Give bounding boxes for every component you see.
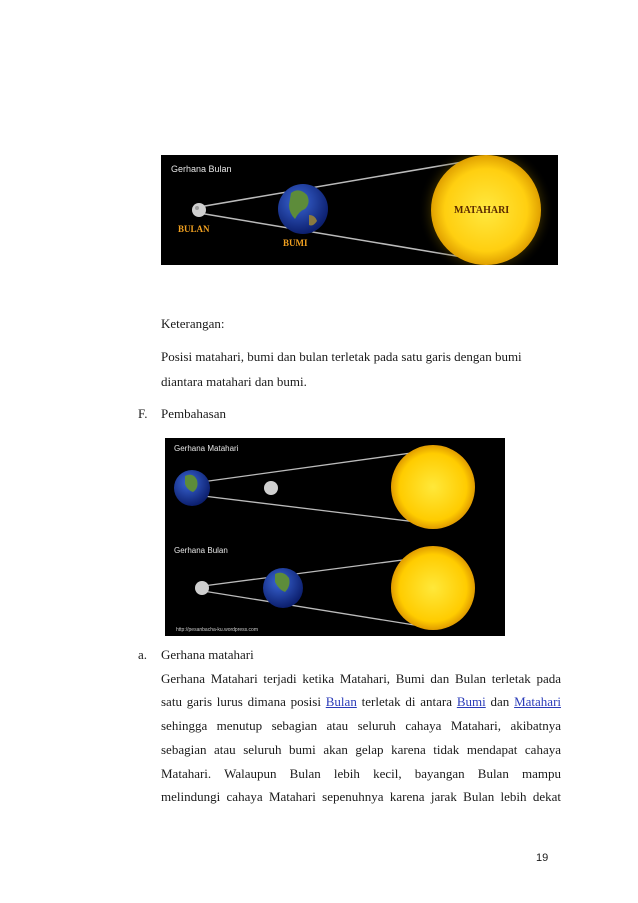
section-a-title: Gerhana matahari (161, 647, 254, 662)
earth-label: BUMI (283, 238, 308, 248)
paragraph-line-6: melindungi cahaya Matahari sepenuhnya karena jarak Bulan lebih dekat (161, 789, 561, 804)
figure2-title-top: Gerhana Matahari (174, 444, 239, 453)
keterangan-heading: Keterangan: (161, 316, 225, 331)
moon-icon (195, 581, 209, 595)
link-bulan[interactable]: Bulan (325, 694, 357, 709)
paragraph-line-2 (161, 694, 561, 710)
keterangan-line1: Posisi matahari, bumi dan bulan terletak pada satu garis dengan bumi (161, 349, 522, 364)
eclipse-comparison-diagram (165, 438, 505, 636)
figure1-title: Gerhana Bulan (171, 164, 232, 174)
paragraph-line-3: sehingga menutup sebagian atau seluruh cahaya Matahari, akibatnya (161, 718, 561, 733)
lunar-eclipse-figure (161, 155, 558, 265)
figure2-title-bottom: Gerhana Bulan (174, 546, 228, 555)
link-bumi[interactable]: Bumi (456, 694, 486, 709)
paragraph-line-1: Gerhana Matahari terjadi ketika Matahari, Bumi dan Bulan terletak pada (161, 671, 561, 686)
page-number: 19 (536, 852, 549, 864)
sun-label: MATAHARI (454, 205, 510, 216)
section-a-marker: a. (138, 647, 148, 662)
sun-icon (391, 546, 475, 630)
paragraph-line-4: sebagian atau seluruh bumi akan gelap karena tidak mendapat cahaya (161, 742, 561, 757)
moon-label: BULAN (178, 224, 210, 234)
line2-text-mid1: terletak di antara (356, 694, 457, 709)
line2-text-pre: satu garis lurus dimana posisi (161, 694, 326, 709)
section-f-title: Pembahasan (161, 406, 226, 421)
moon-icon (192, 203, 206, 217)
section-f-marker: F. (138, 406, 148, 421)
line2-text-mid2: dan (485, 694, 515, 709)
figure2-credit: http://pesanbacha-ku.wordpress.com (176, 627, 258, 633)
link-matahari[interactable]: Matahari (514, 694, 562, 709)
keterangan-line2: diantara matahari dan bumi. (161, 374, 307, 389)
moon-icon (264, 481, 278, 495)
eclipse-comparison-figure (165, 438, 505, 636)
paragraph-line-5: Matahari. Walaupun Bulan lebih kecil, bayangan Bulan mampu (161, 766, 561, 781)
sun-icon (391, 445, 475, 529)
